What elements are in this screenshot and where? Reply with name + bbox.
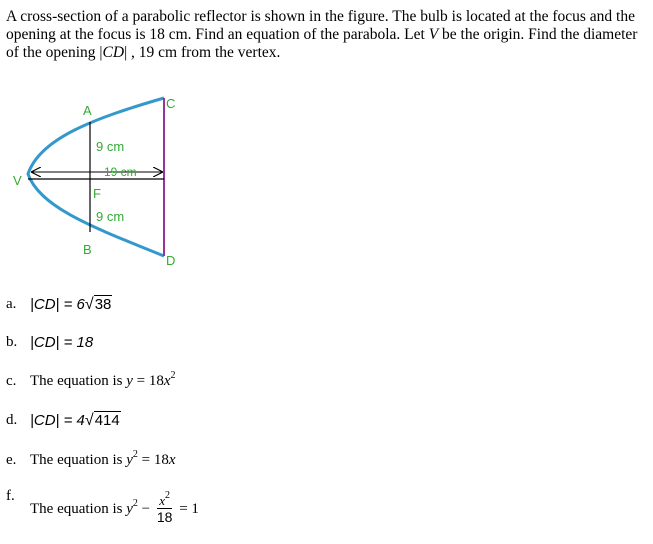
rhs: = 1 xyxy=(175,500,199,517)
label-f: F xyxy=(93,186,101,201)
radicand: 38 xyxy=(94,296,112,313)
question-text xyxy=(6,8,646,62)
expr: |CD| = 6 xyxy=(30,296,85,313)
option-letter: d. xyxy=(6,412,18,428)
prefix: The equation is xyxy=(30,452,127,468)
option-letter: e. xyxy=(6,452,17,468)
option-letter: b. xyxy=(6,334,18,350)
numerator xyxy=(157,490,173,509)
label-v: V xyxy=(13,173,22,188)
var-y: y xyxy=(126,452,133,468)
option-content: |CD| = 18 xyxy=(30,334,94,351)
radicand: 414 xyxy=(94,412,120,429)
label-b: B xyxy=(83,242,92,257)
dimension-bottom: 9 cm xyxy=(96,209,125,224)
label-d: D xyxy=(166,253,176,268)
option-content xyxy=(30,370,176,390)
parabola-figure xyxy=(0,88,200,278)
fraction xyxy=(156,490,173,525)
sqrt: √38 xyxy=(84,296,112,313)
question-part3: | , 19 cm from the vertex. xyxy=(124,44,281,61)
var-x: x xyxy=(159,493,166,508)
dimension-top: 9 cm xyxy=(96,139,125,154)
var-x: x xyxy=(163,373,171,389)
variable-v: V xyxy=(428,26,439,43)
option-content xyxy=(30,490,199,525)
option-content xyxy=(30,449,176,469)
expr: |CD| = 4 xyxy=(30,412,85,429)
option-letter: c. xyxy=(6,373,17,389)
var-x: x xyxy=(168,452,176,468)
denominator: 18 xyxy=(156,509,173,525)
parabola-curve xyxy=(28,98,164,256)
label-a: A xyxy=(83,103,92,118)
question-part1: A cross-section of a parabolic reflector is shown in the figure. The bulb is located at the focus and the opening at the focus is 18 cm. Find an equation of the parabola. Let xyxy=(6,8,635,43)
exponent: 2 xyxy=(132,449,138,460)
variable-cd: CD xyxy=(102,44,125,61)
option-content xyxy=(30,296,112,314)
option-content xyxy=(30,412,121,430)
prefix: The equation is xyxy=(30,500,127,517)
minus: − xyxy=(137,500,154,517)
var-y: y xyxy=(126,373,133,389)
option-letter: f. xyxy=(6,488,15,504)
var-y: y xyxy=(126,500,133,517)
option-letter: a. xyxy=(6,296,17,312)
eq-mid: = 18 xyxy=(137,452,169,468)
sqrt: √414 xyxy=(84,412,120,429)
exponent: 2 xyxy=(170,370,176,381)
prefix: The equation is xyxy=(30,373,127,389)
exponent: 2 xyxy=(165,490,171,501)
label-c: C xyxy=(166,96,176,111)
dimension-axis: 19 cm xyxy=(104,165,137,179)
eq-mid: = 18 xyxy=(132,373,164,389)
exponent: 2 xyxy=(132,497,138,509)
question-part2: be the origin. Find the diameter of the opening | xyxy=(6,26,638,61)
